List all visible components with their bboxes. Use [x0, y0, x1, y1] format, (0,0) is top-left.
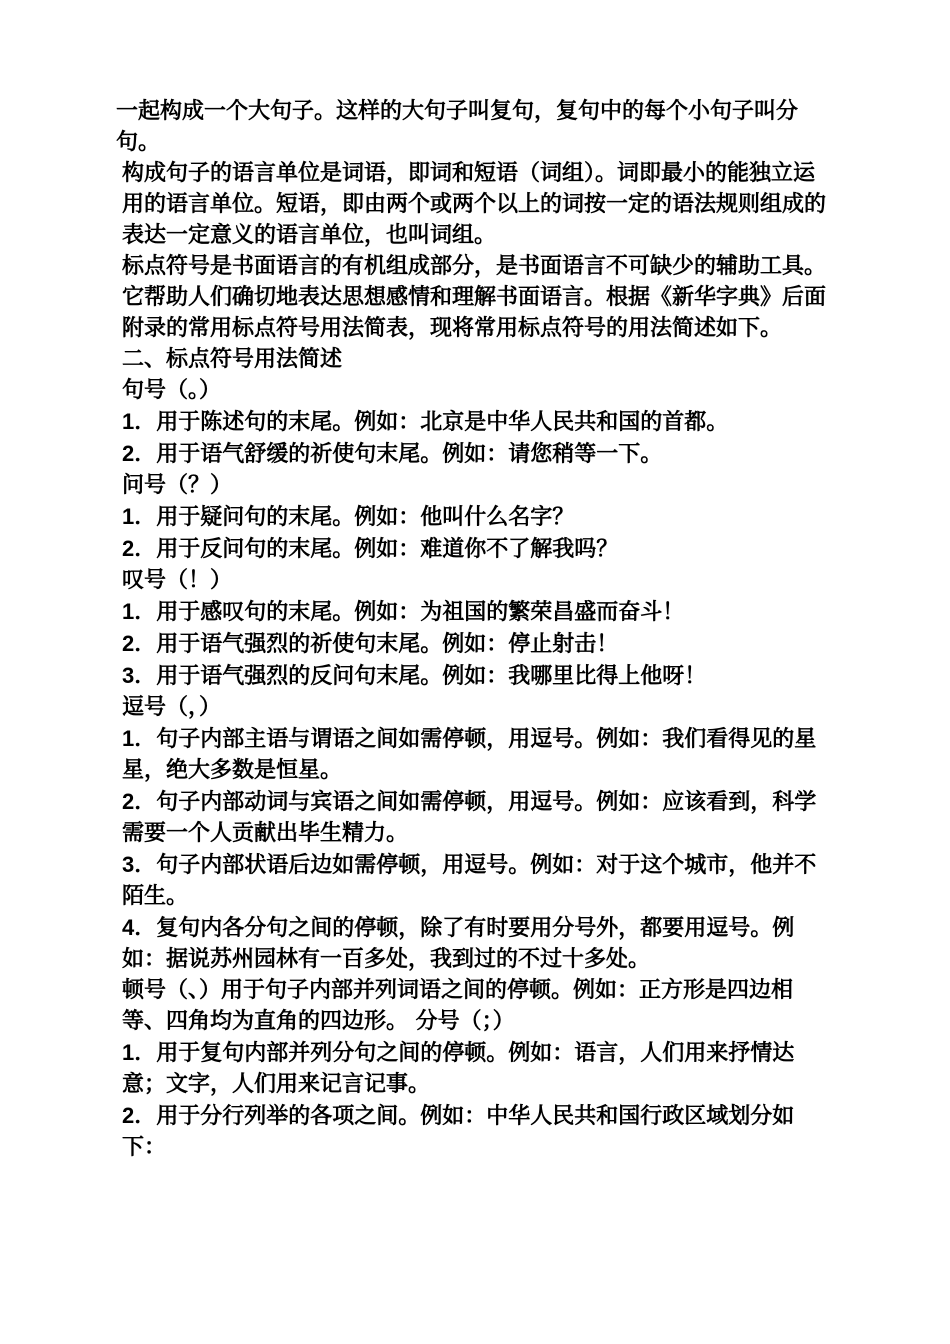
section-heading: [116, 344, 836, 375]
item-number: 3．: [122, 663, 157, 688]
list-item: [116, 1100, 836, 1163]
paragraph-text: 用于反问句的末尾。例如：难道你不了解我吗？: [156, 537, 619, 562]
paragraph-0: [116, 96, 836, 158]
paragraph-text: 标点符号是书面语言的有机组成部分，是书面语言不可缺少的辅助工具。它帮助人们确切地表达思想感情和理解书面语言。根据《新华字典》后面附录的常用标点符号用法简表，现将常用标点符号的用法简述如下。: [122, 254, 827, 341]
paragraph-text: 用于复句内部并列分句之间的停顿。例如：语言，人们用来抒情达意；文字，人们用来记言记事。: [122, 1041, 795, 1097]
list-item: [116, 438, 836, 470]
list-item: [116, 596, 836, 628]
paragraph-text: 构成句子的语言单位是词语，即词和短语（词组）。词即最小的能独立运用的语言单位。短语，即由两个或两个以上的词按一定的语法规则组成的表达一定意义的语言单位，也叫词组。: [122, 161, 827, 248]
paragraph-text: 句子内部动词与宾语之间如需停顿，用逗号。例如：应该看到，科学需要一个人贡献出毕生精力。: [122, 790, 817, 846]
subheading-comma: [116, 692, 836, 723]
item-number: 2．: [122, 441, 157, 466]
list-item: [116, 533, 836, 565]
subheading-period: [116, 375, 836, 406]
subheading-question: [116, 470, 836, 501]
item-number: 2．: [122, 789, 157, 814]
item-number: 2．: [122, 1103, 157, 1128]
subheading-exclamation: [116, 565, 836, 596]
item-number: 2．: [122, 631, 157, 656]
list-item: [116, 501, 836, 533]
paragraph-text: 用于语气强烈的祈使句末尾。例如：停止射击！: [156, 632, 619, 657]
item-number: 1．: [122, 726, 157, 751]
document-page: [116, 96, 836, 1163]
paragraph-text: 一起构成一个大句子。这样的大句子叫复句，复句中的每个小句子叫分句。: [116, 99, 799, 155]
list-item: [116, 786, 836, 849]
item-number: 1．: [122, 1040, 157, 1065]
paragraph-text: 复句内各分句之间的停顿，除了有时要用分号外，都要用逗号。例如：据说苏州园林有一百多处，我到过的不过十多处。: [122, 916, 795, 972]
paragraph-text: 用于陈述句的末尾。例如：北京是中华人民共和国的首都。: [156, 410, 729, 435]
paragraph-text: 用于疑问句的末尾。例如：他叫什么名字？: [156, 505, 575, 530]
list-item: [116, 849, 836, 912]
paragraph-text: 用于分行列举的各项之间。例如：中华人民共和国行政区域划分如下：: [122, 1104, 795, 1160]
paragraph-text: 二、标点符号用法简述: [122, 347, 343, 372]
item-number: 1．: [122, 599, 157, 624]
paragraph-text: 句子内部主语与谓语之间如需停顿，用逗号。例如：我们看得见的星星，绝大多数是恒星。: [122, 727, 817, 783]
list-item: [116, 723, 836, 786]
list-item: [116, 1037, 836, 1100]
item-number: 3．: [122, 852, 157, 877]
paragraph-text: 句子内部状语后边如需停顿，用逗号。例如：对于这个城市，他并不陌生。: [122, 853, 817, 909]
paragraph-text: 顿号（、）用于句子内部并列词语之间的停顿。例如：正方形是四边相等、四角均为直角的四边形。 分号（；）: [122, 978, 794, 1034]
paragraph-1: [116, 158, 836, 251]
subheading-enumeration-comma: [116, 975, 836, 1037]
item-number: 4．: [122, 915, 157, 940]
paragraph-text: 用于感叹句的末尾。例如：为祖国的繁荣昌盛而奋斗！: [156, 600, 685, 625]
item-number: 2．: [122, 536, 157, 561]
paragraph-text: 句号（。）: [122, 378, 222, 403]
paragraph-text: 问号（？）: [122, 473, 233, 498]
paragraph-text: 用于语气舒缓的祈使句末尾。例如：请您稍等一下。: [156, 442, 663, 467]
list-item: [116, 406, 836, 438]
paragraph-text: 叹号（！）: [122, 568, 233, 593]
paragraph-text: 用于语气强烈的反问句末尾。例如：我哪里比得上他呀！: [156, 664, 707, 689]
item-number: 1．: [122, 409, 157, 434]
item-number: 1．: [122, 504, 157, 529]
list-item: [116, 912, 836, 975]
list-item: [116, 660, 836, 692]
paragraph-text: 逗号（，）: [122, 695, 222, 720]
paragraph-2: [116, 251, 836, 344]
list-item: [116, 628, 836, 660]
